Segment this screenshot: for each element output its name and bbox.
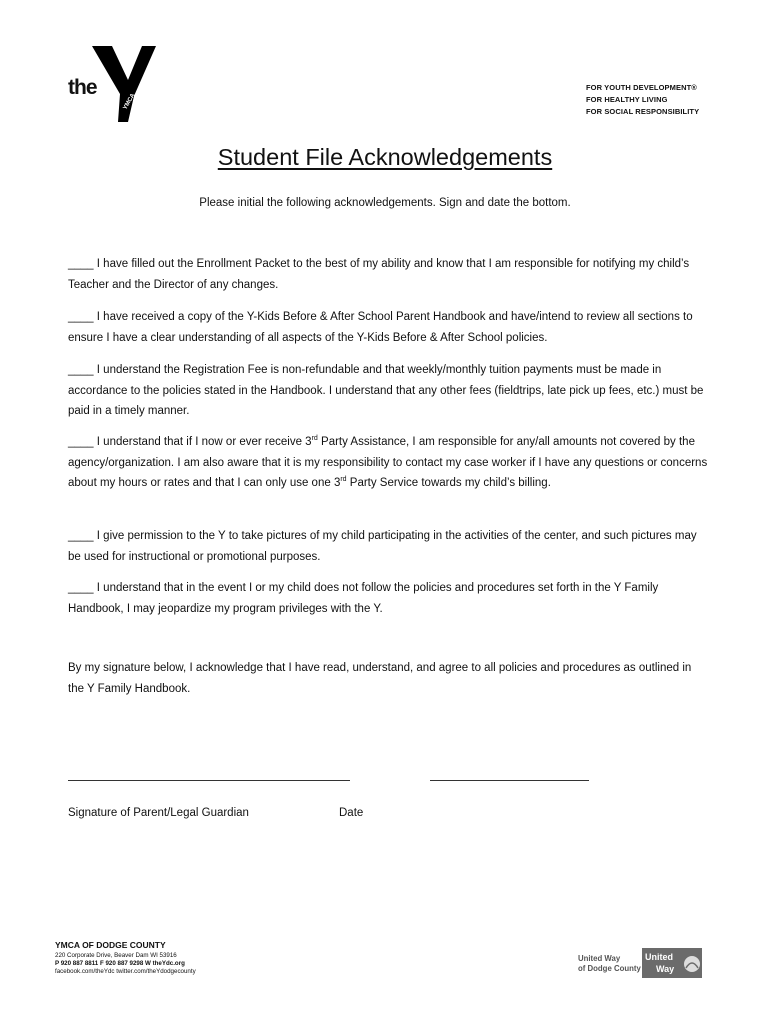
acknowledgement-item xyxy=(68,432,710,494)
signature-label: Signature of Parent/Legal Guardian xyxy=(68,807,249,819)
united-way-logo-icon xyxy=(642,948,702,978)
acknowledgement-text: I understand that if I now or ever receive 3rd Party Assistance, I am responsible for any/all amounts not covered by the agency/organization. I am also aware that it is my responsibility to contact my case worker if I have any questions or concerns about my hours or rates and that I can only use one 3rd Party Service towards my child’s billing. xyxy=(68,435,708,490)
tagline-line-1: FOR YOUTH DEVELOPMENT® xyxy=(586,83,697,92)
acknowledgement-item xyxy=(68,578,710,619)
page-title: Student File Acknowledgements xyxy=(217,144,553,170)
acknowledgement-text: I understand that in the event I or my child does not follow the policies and procedures set forth in the Y Family Handbook, I may jeopardize my program privileges with the Y. xyxy=(68,582,659,615)
ymca-mark-text: YMCA xyxy=(122,92,137,111)
tagline-line-3: FOR SOCIAL RESPONSIBILITY xyxy=(586,107,700,116)
initial-blank[interactable]: ____ xyxy=(68,364,94,376)
date-label: Date xyxy=(339,807,364,819)
acknowledgement-text: I understand the Registration Fee is non-refundable and that weekly/monthly tuition payments must be made in accordance to the policies stated in the Handbook. I understand that any other fees (fieldtrips, late pick up fees, etc.) must be paid in a timely manner. xyxy=(68,364,704,418)
united-way-line-2: of Dodge County xyxy=(578,964,641,973)
acknowledgement-text: I have received a copy of the Y-Kids Before & After School Parent Handbook and have/intend to review all sections to ensure I have a clear understanding of all aspects of the Y-Kids Before & After School policies. xyxy=(68,311,693,344)
uw-badge-line-2: Way xyxy=(656,964,675,974)
footer-phone: P 920 887 8811 F 920 887 9298 W theYdc.org xyxy=(55,960,185,967)
acknowledgement-item xyxy=(68,360,710,422)
united-way-line-1: United Way xyxy=(578,954,621,963)
tagline-line-2: FOR HEALTHY LIVING xyxy=(586,95,668,104)
united-way-text xyxy=(578,954,641,974)
acknowledgement-item xyxy=(68,307,710,348)
date-line[interactable] xyxy=(430,780,589,781)
initial-blank[interactable]: ____ xyxy=(68,530,94,542)
initial-blank[interactable]: ____ xyxy=(68,258,94,270)
instructions: Please initial the following acknowledgements. Sign and date the bottom. xyxy=(199,197,571,209)
ymca-logo-the: the xyxy=(68,76,97,99)
footer-social: facebook.com/theYdc twitter.com/theYdodgecounty xyxy=(55,968,196,975)
initial-blank[interactable]: ____ xyxy=(68,436,94,448)
uw-badge-line-1: United xyxy=(645,952,673,962)
initial-blank[interactable]: ____ xyxy=(68,582,94,594)
acknowledgement-item xyxy=(68,254,710,295)
acknowledgement-item xyxy=(68,526,710,567)
tagline xyxy=(586,82,699,118)
ymca-y-logo-icon xyxy=(90,44,160,124)
footer-org-name: YMCA OF DODGE COUNTY xyxy=(55,940,166,950)
acknowledgement-text: I give permission to the Y to take pictures of my child participating in the activities of the center, and such pictures may be used for instructional or promotional purposes. xyxy=(68,530,697,563)
initial-blank[interactable]: ____ xyxy=(68,311,94,323)
acknowledgement-text: I have filled out the Enrollment Packet to the best of my ability and know that I am responsible for notifying my child’s Teacher and the Director of any changes. xyxy=(68,258,690,291)
signature-line[interactable] xyxy=(68,780,350,781)
footer-address: 220 Corporate Drive, Beaver Dam WI 53916 xyxy=(55,952,177,959)
signature-statement: By my signature below, I acknowledge that I have read, understand, and agree to all policies and procedures as outlined in the Y Family Handbook. xyxy=(68,662,692,695)
